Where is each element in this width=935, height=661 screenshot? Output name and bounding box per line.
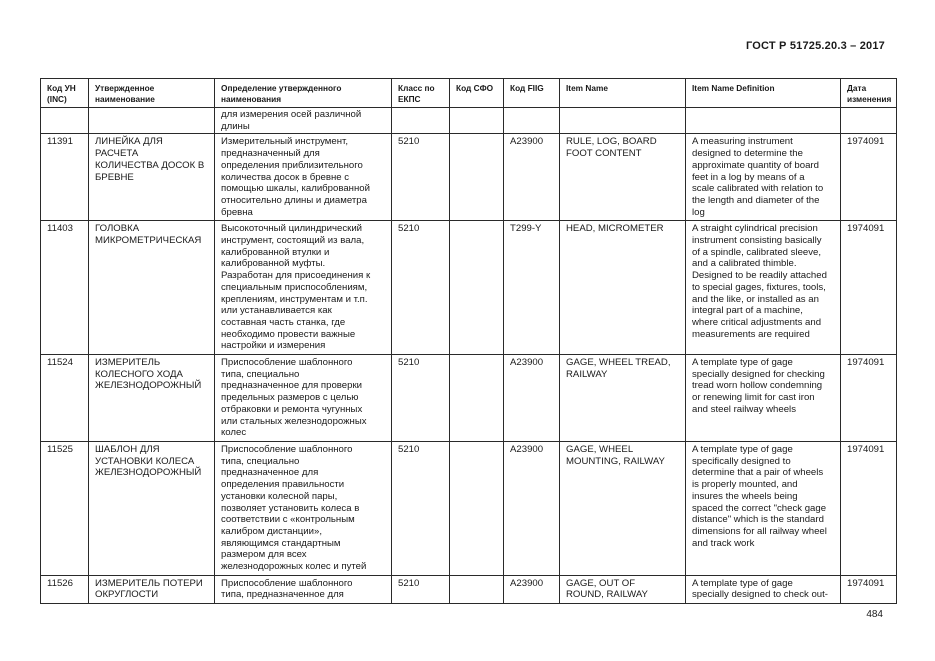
cell-class: 5210 <box>392 221 450 355</box>
cell-class <box>392 108 450 134</box>
cell-fiig: A23900 <box>504 355 560 442</box>
cell-item-name <box>560 108 686 134</box>
table-row <box>41 575 897 603</box>
cell-class: 5210 <box>392 575 450 603</box>
cell-class: 5210 <box>392 355 450 442</box>
table-row <box>41 355 897 442</box>
cell-item-name: GAGE, WHEEL MOUNTING, RAILWAY <box>560 441 686 575</box>
cell-item-name: HEAD, MICROMETER <box>560 221 686 355</box>
cell-inc: 11391 <box>41 134 89 221</box>
cell-name <box>89 108 215 134</box>
cell-item-definition <box>686 108 841 134</box>
table-row <box>41 108 897 134</box>
col-header-date: Дата изменения <box>841 79 897 108</box>
cell-sfo <box>450 221 504 355</box>
cell-date: 1974091 <box>841 134 897 221</box>
cell-name: ЛИНЕЙКА ДЛЯ РАСЧЕТА КОЛИЧЕСТВА ДОСОК В БРЕВНЕ <box>89 134 215 221</box>
cell-name: ИЗМЕРИТЕЛЬ ПОТЕРИ ОКРУГЛОСТИ <box>89 575 215 603</box>
cell-definition: Высокоточный цилиндрический инструмент, состоящий из вала, калиброванной втулки и калиброванной муфты. Разработан для присоединения к специальным приспособлениям, креплениям, инструментам и т.п. или устанавливается как составная часть станка, где необходимо провести важные настройки и измерения <box>215 221 392 355</box>
cell-sfo <box>450 441 504 575</box>
col-header-fiig: Код FIIG <box>504 79 560 108</box>
col-header-sfo: Код СФО <box>450 79 504 108</box>
cell-class: 5210 <box>392 134 450 221</box>
page-number: 484 <box>866 609 883 620</box>
cell-fiig: A23900 <box>504 134 560 221</box>
cell-sfo <box>450 575 504 603</box>
document-header: ГОСТ Р 51725.20.3 – 2017 <box>745 40 885 52</box>
cell-inc: 11403 <box>41 221 89 355</box>
cell-name: ШАБЛОН ДЛЯ УСТАНОВКИ КОЛЕСА ЖЕЛЕЗНОДОРОЖНЫЙ <box>89 441 215 575</box>
cell-fiig <box>504 108 560 134</box>
cell-item-definition: A template type of gage specifically designed to determine that a pair of wheels is properly mounted, and insures the wheels being spaced the correct "check gage distance" which is the standard dimensions for all railway wheel and track work <box>686 441 841 575</box>
cell-definition: Приспособление шаблонного типа, специально предназначенное для проверки предельных размеров с целью отбраковки и ремонта чугунных или стальных железнодорожных колес <box>215 355 392 442</box>
cell-date: 1974091 <box>841 221 897 355</box>
cell-class: 5210 <box>392 441 450 575</box>
cell-date: 1974091 <box>841 355 897 442</box>
cell-date: 1974091 <box>841 575 897 603</box>
cell-item-definition: A measuring instrument designed to determine the approximate quantity of board feet in a log by means of a scale calibrated with relation to the length and diameter of the log <box>686 134 841 221</box>
col-header-inc: Код УН (INC) <box>41 79 89 108</box>
col-header-definition: Определение утвержденного наименования <box>215 79 392 108</box>
table-row <box>41 441 897 575</box>
cell-sfo <box>450 108 504 134</box>
cell-inc: 11526 <box>41 575 89 603</box>
cell-name: ГОЛОВКА МИКРОМЕТРИЧЕСКАЯ <box>89 221 215 355</box>
cell-definition: для измерения осей различной длины <box>215 108 392 134</box>
table-row <box>41 221 897 355</box>
col-header-item-definition: Item Name Definition <box>686 79 841 108</box>
cell-sfo <box>450 134 504 221</box>
cell-inc: 11525 <box>41 441 89 575</box>
cell-inc <box>41 108 89 134</box>
col-header-class: Класс по ЕКПС <box>392 79 450 108</box>
cell-definition: Измерительный инструмент, предназначенный для определения приблизительного количества досок в бревне с помощью шкалы, калиброванной относительно длины и диаметра бревна <box>215 134 392 221</box>
cell-item-name: GAGE, WHEEL TREAD, RAILWAY <box>560 355 686 442</box>
cell-item-definition: A template type of gage specially designed for checking tread worn hollow condemning or renewing limit for cast iron and steel railway wheels <box>686 355 841 442</box>
cell-fiig: T299-Y <box>504 221 560 355</box>
cell-date <box>841 108 897 134</box>
classification-table <box>40 78 897 604</box>
cell-name: ИЗМЕРИТЕЛЬ КОЛЕСНОГО ХОДА ЖЕЛЕЗНОДОРОЖНЫЙ <box>89 355 215 442</box>
cell-item-name: RULE, LOG, BOARD FOOT CONTENT <box>560 134 686 221</box>
cell-definition: Приспособление шаблонного типа, предназначенное для <box>215 575 392 603</box>
cell-item-name: GAGE, OUT OF ROUND, RAILWAY <box>560 575 686 603</box>
table-header-row <box>41 79 897 108</box>
cell-fiig: A23900 <box>504 441 560 575</box>
cell-definition: Приспособление шаблонного типа, специально предназначенное для определения правильности установки колесной пары, позволяет установить колеса в соответствии с «контрольным калибром дистанции», являющимся стандартным размером для всех железнодорожных колес и путей <box>215 441 392 575</box>
cell-date: 1974091 <box>841 441 897 575</box>
cell-fiig: A23900 <box>504 575 560 603</box>
col-header-item-name: Item Name <box>560 79 686 108</box>
col-header-approved-name: Утвержденное наименование <box>89 79 215 108</box>
cell-item-definition: A template type of gage specially designed to check out- <box>686 575 841 603</box>
cell-inc: 11524 <box>41 355 89 442</box>
cell-item-definition: A straight cylindrical precision instrument consisting basically of a spindle, calibrated sleeve, and a calibrated thimble. Designed to be readily attached to special gages, fixtures, tools, and the like, or installed as an integral part of a machine, where critical adjustments and measurements are required <box>686 221 841 355</box>
cell-sfo <box>450 355 504 442</box>
table-row <box>41 134 897 221</box>
